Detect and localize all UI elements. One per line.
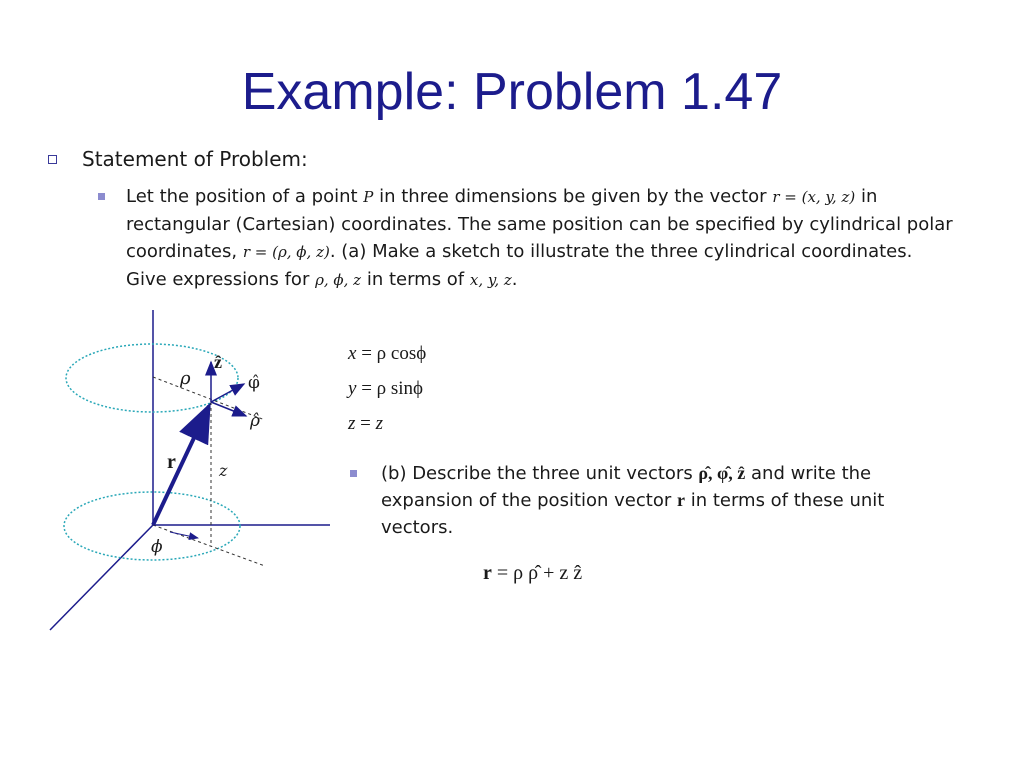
final-equation — [483, 562, 582, 585]
part-b-bullet — [350, 460, 930, 541]
part-b-text-1: (b) Describe the three unit vectors — [381, 463, 699, 484]
part-b-paragraph — [381, 460, 930, 541]
rho-radial-line — [153, 525, 265, 566]
math-vector-r: r — [676, 490, 685, 510]
math-point-p: P — [363, 188, 374, 206]
unit-vector-rhohat-arrow — [211, 402, 246, 416]
statement-text-2: in three dimensions be given by the vector — [373, 186, 773, 207]
statement-text-5: in terms of — [361, 269, 470, 290]
math-unit-vectors: ρ̂, φ̂, ẑ — [698, 463, 746, 483]
position-vector-r — [153, 406, 209, 525]
cylindrical-coordinates-diagram — [0, 300, 340, 640]
equation-z — [348, 406, 426, 441]
equation-x — [348, 336, 426, 371]
eq-z-lhs: z — [348, 413, 356, 434]
statement-text-4: . (a) Make a sketch to illustrate the three cylindrical coordinates. Give expressions for — [126, 241, 913, 290]
math-xyz: x, y, z — [469, 271, 512, 289]
statement-text-1: Let the position of a point — [126, 186, 364, 207]
statement-heading-bullet — [48, 147, 308, 171]
label-rhohat: ρ̂ — [250, 411, 260, 431]
final-eq-lhs: r — [483, 562, 492, 584]
equation-y — [348, 371, 426, 406]
final-eq-rhs: = ρ ρ̂ + z ẑ — [491, 562, 583, 584]
math-r-cylindrical: r = (ρ, ϕ, z) — [242, 243, 330, 261]
statement-paragraph — [126, 183, 958, 294]
label-zhat: ẑ — [214, 352, 222, 372]
square-bullet-icon — [98, 193, 105, 200]
eq-z-equals: = — [355, 413, 376, 434]
phi-arc-arrow — [170, 532, 198, 538]
statement-text-3: in rectangular (Cartesian) coordinates. The same position can be specified by cylindrical polar coordinates, — [126, 186, 953, 262]
label-z: z — [219, 461, 228, 480]
math-r-cartesian: r = (x, y, z) — [772, 188, 856, 206]
unit-vector-phihat-arrow — [211, 384, 244, 402]
hollow-square-bullet-icon — [48, 155, 57, 164]
label-r: r — [167, 451, 176, 473]
part-b-text-2: and write the expansion of the position vector — [381, 463, 872, 511]
square-bullet-icon — [350, 470, 357, 477]
label-phi: ϕ — [151, 537, 163, 557]
eq-z-rhs: z — [375, 413, 384, 434]
statement-heading: Statement of Problem: — [82, 147, 308, 171]
label-rho-top: ρ — [180, 368, 191, 389]
label-phihat: φ̂ — [248, 373, 260, 393]
x-axis — [50, 525, 153, 630]
statement-paragraph-bullet — [98, 183, 958, 294]
eq-x-rhs: = ρ cosϕ — [356, 343, 427, 364]
eq-y-lhs: y — [348, 378, 357, 399]
eq-y-rhs: = ρ sinϕ — [356, 378, 424, 399]
math-rho-phi-z: ρ, ϕ, z — [315, 271, 362, 289]
eq-x-lhs: x — [348, 343, 357, 364]
coordinate-equations — [348, 336, 426, 441]
statement-text-6: . — [511, 269, 518, 290]
part-b-text-3: in terms of these unit vectors. — [381, 490, 885, 538]
slide-title: Example: Problem 1.47 — [241, 63, 783, 121]
